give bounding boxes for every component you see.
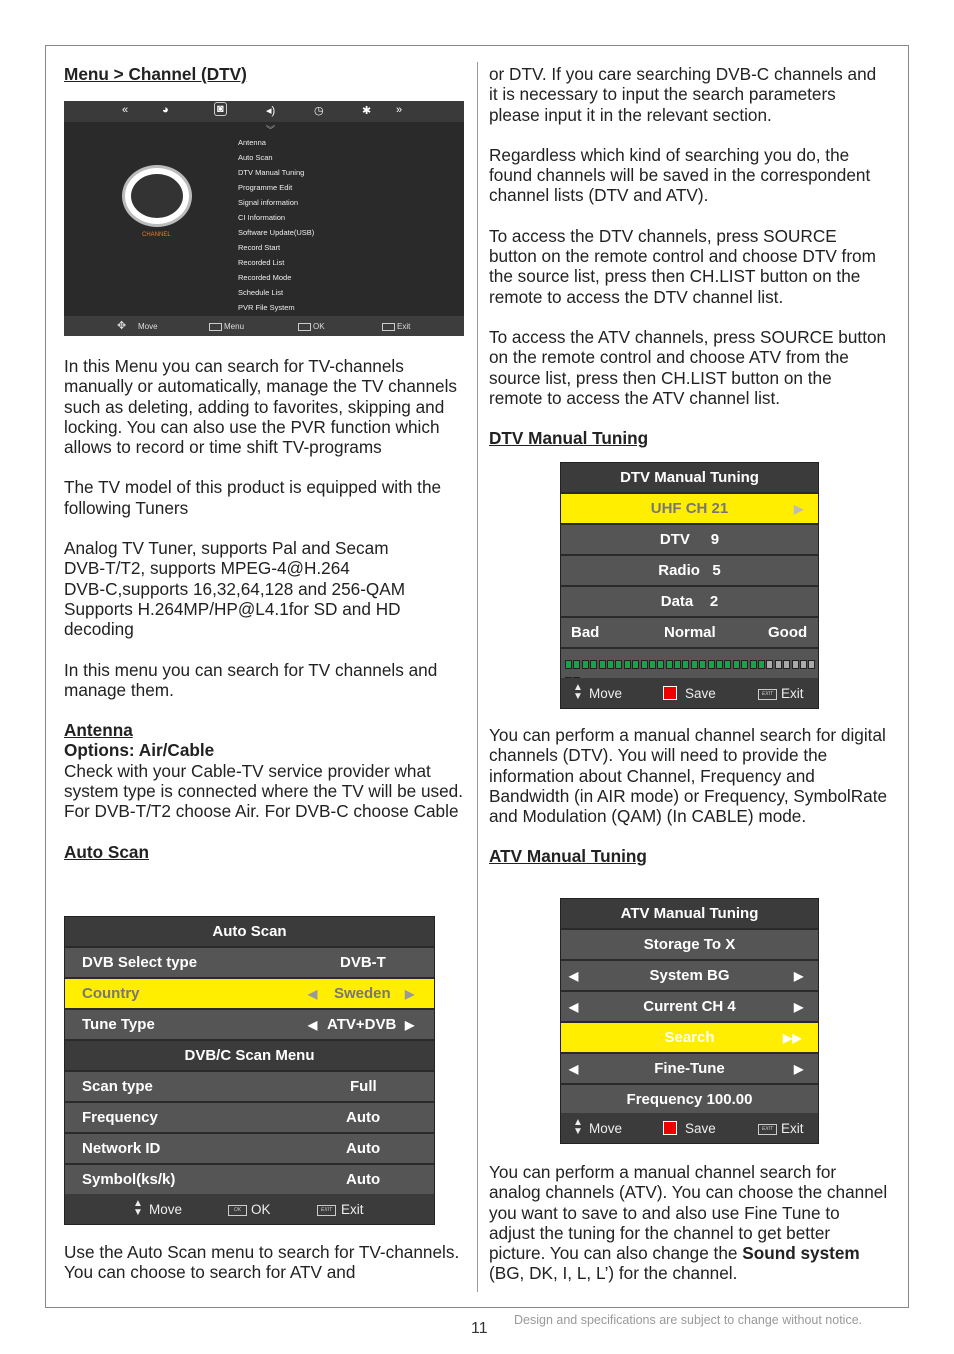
signal-cell — [808, 660, 815, 669]
triangle-left-icon[interactable]: ◀ — [569, 969, 579, 983]
autoscan-heading: Auto Scan — [64, 841, 149, 862]
dtv-footer — [561, 678, 818, 708]
signal-cell — [624, 660, 631, 669]
radio-count: Radio 5 — [658, 562, 721, 579]
data-count-row — [561, 587, 818, 618]
signal-cell — [649, 660, 656, 669]
country-label: Country — [82, 985, 140, 1002]
signal-cell — [674, 660, 681, 669]
menu-item-programme-edit[interactable]: Programme Edit — [238, 183, 293, 192]
current-channel-value: Current CH 4 — [643, 998, 736, 1015]
scan-type-label: Scan type — [82, 1078, 153, 1095]
search-row[interactable] — [561, 1023, 818, 1054]
signal-cell — [657, 660, 664, 669]
ok-button-icon — [298, 322, 314, 331]
signal-cell — [615, 660, 622, 669]
network-id-row[interactable] — [65, 1134, 434, 1165]
triangle-left-icon[interactable]: ◀ — [308, 987, 318, 1001]
clock-icon: ◷ — [314, 105, 324, 117]
autoscan-osd — [64, 916, 435, 1225]
tuner-line-3: DVB-C,supports 16,32,64,128 and 256-QAM — [64, 578, 406, 599]
gear-icon: ✱ — [362, 105, 372, 117]
right-paragraph-1: or DTV. If you care searching DVB-C channels and it is necessary to input the search parameters please input it in the relevant section. — [489, 64, 877, 125]
signal-cell — [607, 660, 614, 669]
footer-exit-label: Exit — [341, 1202, 364, 1217]
autoscan-paragraph: Use the Auto Scan menu to search for TV-channels. You can choose to search for ATV and — [64, 1242, 460, 1283]
dtv-count-row — [561, 525, 818, 556]
footer-save-label: Save — [685, 686, 716, 701]
antenna-paragraph: Check with your Cable-TV service provider what system type is connected where the TV will be used. For DVB-T/T2 choose Air. For DVB-C choose Cable — [64, 760, 464, 822]
frequency-label: Frequency — [82, 1109, 158, 1126]
radio-count-row — [561, 556, 818, 587]
signal-cell — [565, 660, 572, 669]
country-value: Sweden — [334, 985, 391, 1002]
network-id-label: Network ID — [82, 1140, 161, 1157]
dtv-title: DTV Manual Tuning — [620, 469, 759, 486]
footer-exit-label: Exit — [781, 1121, 804, 1136]
signal-cell — [800, 660, 807, 669]
signal-meter-row — [561, 649, 818, 680]
triangle-left-icon[interactable]: ◀ — [569, 1062, 579, 1076]
exit-button-icon: EXIT — [758, 686, 777, 701]
signal-cell — [699, 660, 706, 669]
signal-normal-label: Normal — [664, 624, 716, 641]
signal-cell — [724, 660, 731, 669]
dtv-count: DTV 9 — [659, 531, 720, 548]
page-number: 11 — [471, 1320, 488, 1337]
exit-button-icon: EXIT — [758, 1121, 777, 1136]
exit-button-icon: EXIT — [317, 1202, 336, 1217]
dvbc-submenu-title-row — [65, 1041, 434, 1072]
ok-button-icon: OK — [228, 1202, 247, 1217]
tuners-intro: The TV model of this product is equipped with the following Tuners — [64, 477, 442, 518]
menu-item-auto-scan[interactable]: Auto Scan — [238, 153, 273, 162]
system-row[interactable] — [561, 961, 818, 992]
antenna-options: Options: Air/Cable — [64, 740, 215, 761]
dvb-select-type-value: DVB-T — [340, 954, 386, 971]
network-id-value: Auto — [346, 1140, 381, 1157]
frequency-row — [561, 1085, 818, 1116]
footer-move-label: Move — [138, 322, 158, 331]
frequency-row[interactable] — [65, 1103, 434, 1134]
dvbc-submenu-title: DVB/C Scan Menu — [184, 1047, 315, 1064]
footer-exit-label: Exit — [397, 322, 411, 331]
footer-save-label: Save — [685, 1121, 716, 1136]
symbol-rate-row[interactable] — [65, 1165, 434, 1196]
menu-item-pvr-file-system[interactable]: PVR File System — [238, 303, 295, 312]
frequency-value: Frequency 100.00 — [626, 1091, 753, 1108]
signal-cell — [792, 660, 799, 669]
triangle-right-icon[interactable]: ▶ — [405, 987, 415, 1001]
signal-cell — [682, 660, 689, 669]
signal-cell — [750, 660, 757, 669]
signal-cell — [733, 660, 740, 669]
dtv-text-block — [489, 725, 889, 867]
signal-cell — [590, 660, 597, 669]
footer-move-label: Move — [589, 1121, 623, 1136]
triangle-left-icon[interactable]: ◀ — [569, 1000, 579, 1014]
signal-cell — [775, 660, 782, 669]
channel-icon: ◙ — [214, 102, 227, 116]
exit-button-icon — [382, 322, 398, 331]
signal-cell — [708, 660, 715, 669]
signal-cell — [599, 660, 606, 669]
signal-cell — [582, 660, 589, 669]
atv-title-row — [561, 899, 818, 930]
disclaimer: Design and specifications are subject to change without notice. — [514, 1313, 863, 1327]
dtv-channel-value: UHF CH 21 — [650, 500, 729, 517]
left-title-block — [64, 64, 464, 84]
signal-cell — [573, 660, 580, 669]
signal-cell — [783, 660, 790, 669]
fast-forward-icon[interactable]: ▶▶ — [783, 1031, 802, 1045]
red-button-icon — [663, 1120, 677, 1135]
right-paragraph-3: To access the DTV channels, press SOURCE button on the remote control and choose DTV from the source list, press then CH.LIST button on the remote to access the DTV channel list. — [489, 225, 876, 307]
dtv-heading: DTV Manual Tuning — [489, 428, 649, 449]
footer-exit-label: Exit — [781, 686, 804, 701]
menu-item-recorded-list[interactable]: Recorded List — [238, 258, 285, 267]
autoscan-text-block — [64, 1242, 466, 1283]
chevron-left-icon: « — [122, 104, 129, 116]
tune-type-row[interactable] — [65, 1010, 434, 1041]
footer-ok-label: OK — [313, 322, 325, 331]
fine-tune-label: Fine-Tune — [654, 1060, 725, 1077]
right-paragraph-2: Regardless which kind of searching you do, the found channels will be saved in the correspondent channel lists (DTV and ATV). — [489, 144, 871, 206]
atv-text-bold: Sound system — [742, 1243, 860, 1264]
up-down-arrows-icon: ▲ ▼ — [133, 1198, 143, 1218]
move-arrows-icon: ✥ — [117, 320, 127, 332]
triangle-right-icon[interactable]: ▶ — [794, 969, 804, 983]
sound-icon: ◂) — [266, 105, 276, 117]
column-divider — [477, 62, 478, 1292]
triangle-right-icon[interactable]: ▶ — [405, 1018, 415, 1032]
tuner-line-4: Supports H.264MP/HP@L4.1for SD and HD decoding — [64, 598, 401, 640]
triangle-right-icon[interactable]: ▶ — [794, 502, 804, 516]
fine-tune-row[interactable] — [561, 1054, 818, 1085]
menu-button-icon — [209, 322, 225, 331]
system-value: System BG — [649, 967, 730, 984]
autoscan-title: Auto Scan — [212, 923, 287, 940]
menu-item-antenna[interactable]: Antenna — [238, 138, 266, 147]
chevron-down-icon: ︾ — [266, 125, 276, 135]
atv-manual-tuning-osd — [560, 898, 819, 1144]
atv-text-part-a: You can perform a manual channel search for analog channels (ATV). You can choose the channel you want to save to and also use Fine Tune to adjust the tuning for the channel to get better picture. You can also change the — [489, 1162, 888, 1264]
triangle-right-icon[interactable]: ▶ — [794, 1062, 804, 1076]
atv-title: ATV Manual Tuning — [620, 905, 759, 922]
right-paragraph-4: To access the ATV channels, press SOURCE button on the remote control and choose ATV from the source list, press then CH.LIST button on the remote to access the ATV channel list. — [489, 326, 887, 408]
menu-item-software-update[interactable]: Software Update(USB) — [238, 228, 315, 237]
menu-item-dtv-manual-tuning[interactable]: DTV Manual Tuning — [238, 168, 305, 177]
tuner-line-1: Analog TV Tuner, supports Pal and Secam — [64, 538, 389, 559]
antenna-heading: Antenna — [64, 720, 133, 741]
current-channel-row[interactable] — [561, 992, 818, 1023]
atv-heading: ATV Manual Tuning — [489, 846, 647, 867]
menu-item-ci-information[interactable]: CI Information — [238, 213, 286, 222]
search-label: Search — [664, 1029, 715, 1046]
menu-top-bar — [64, 101, 464, 122]
dtv-title-row — [561, 463, 818, 494]
footer-ok-label: OK — [251, 1202, 271, 1217]
tune-type-value: ATV+DVB — [327, 1016, 397, 1033]
dtv-paragraph: You can perform a manual channel search for digital channels (DTV). You will need to provide the information about Channel, Frequency and Bandwidth (in AIR mode) or Frequency, SymbolRate and Modulation (QAM) (In CABLE) mode. — [489, 725, 888, 827]
search-manage-paragraph: In this menu you can search for TV channels and manage them. — [64, 659, 438, 700]
signal-good-label: Good — [768, 624, 808, 641]
menu-footer — [64, 316, 464, 336]
menu-item-recorded-mode[interactable]: Recorded Mode — [238, 273, 292, 282]
menu-item-schedule-list[interactable]: Schedule List — [238, 288, 284, 297]
frequency-value: Auto — [346, 1109, 381, 1126]
atv-footer — [561, 1113, 818, 1143]
channel-category-icon — [122, 165, 192, 227]
triangle-left-icon[interactable]: ◀ — [308, 1018, 318, 1032]
atv-paragraph — [489, 1162, 889, 1284]
section-title: Menu > Channel (DTV) — [64, 64, 247, 84]
scan-type-row[interactable] — [65, 1072, 434, 1103]
signal-cell — [666, 660, 673, 669]
signal-bad-label: Bad — [571, 624, 600, 641]
storage-value: Storage To X — [643, 936, 736, 953]
signal-cell — [632, 660, 639, 669]
tuner-line-2: DVB-T/T2, supports MPEG-4@H.264 — [64, 558, 350, 579]
atv-text-block — [489, 1162, 889, 1284]
scan-type-value: Full — [350, 1078, 377, 1095]
signal-cell — [766, 660, 773, 669]
menu-item-signal-information[interactable]: Signal information — [238, 198, 299, 207]
dvb-select-type-row[interactable] — [65, 948, 434, 979]
signal-cell — [641, 660, 648, 669]
autoscan-footer — [65, 1194, 434, 1224]
storage-row[interactable] — [561, 930, 818, 961]
menu-item-record-start[interactable]: Record Start — [238, 243, 281, 252]
symbol-rate-label: Symbol(ks/k) — [82, 1171, 176, 1188]
dtv-manual-tuning-osd — [560, 462, 819, 709]
symbol-rate-value: Auto — [346, 1171, 381, 1188]
footer-move-label: Move — [589, 686, 623, 701]
dvb-select-type-label: DVB Select type — [82, 954, 198, 971]
atv-text-part-b: (BG, DK, I, L, L’) for the channel. — [489, 1263, 738, 1284]
country-row[interactable] — [65, 979, 434, 1010]
up-down-arrows-icon: ▲ ▼ — [573, 682, 583, 702]
footer-menu-label: Menu — [224, 322, 245, 331]
signal-cell — [758, 660, 765, 669]
left-body-text — [64, 356, 466, 862]
chevron-right-icon: » — [396, 104, 403, 116]
right-body-text — [489, 64, 889, 448]
dtv-channel-row[interactable] — [561, 494, 818, 525]
picture-icon: ◕ — [162, 104, 169, 116]
channel-category-label: CHANNEL — [142, 232, 171, 238]
signal-cell — [741, 660, 748, 669]
triangle-right-icon[interactable]: ▶ — [794, 1000, 804, 1014]
autoscan-title-row — [65, 917, 434, 948]
channel-menu-screenshot — [64, 101, 464, 336]
up-down-arrows-icon: ▲ ▼ — [573, 1117, 583, 1137]
intro-paragraph: In this Menu you can search for TV-channels manually or automatically, manage the TV channels such as deleting, adding to favorites, skipping and locking. You can also use the PVR function which allows to record or time shift TV-programs — [64, 356, 457, 458]
footer-move-label: Move — [149, 1202, 183, 1217]
signal-cell — [716, 660, 723, 669]
red-button-icon — [663, 685, 677, 700]
signal-quality-labels-row — [561, 618, 818, 649]
data-count: Data 2 — [660, 593, 719, 610]
tune-type-label: Tune Type — [82, 1016, 155, 1033]
signal-cell — [691, 660, 698, 669]
